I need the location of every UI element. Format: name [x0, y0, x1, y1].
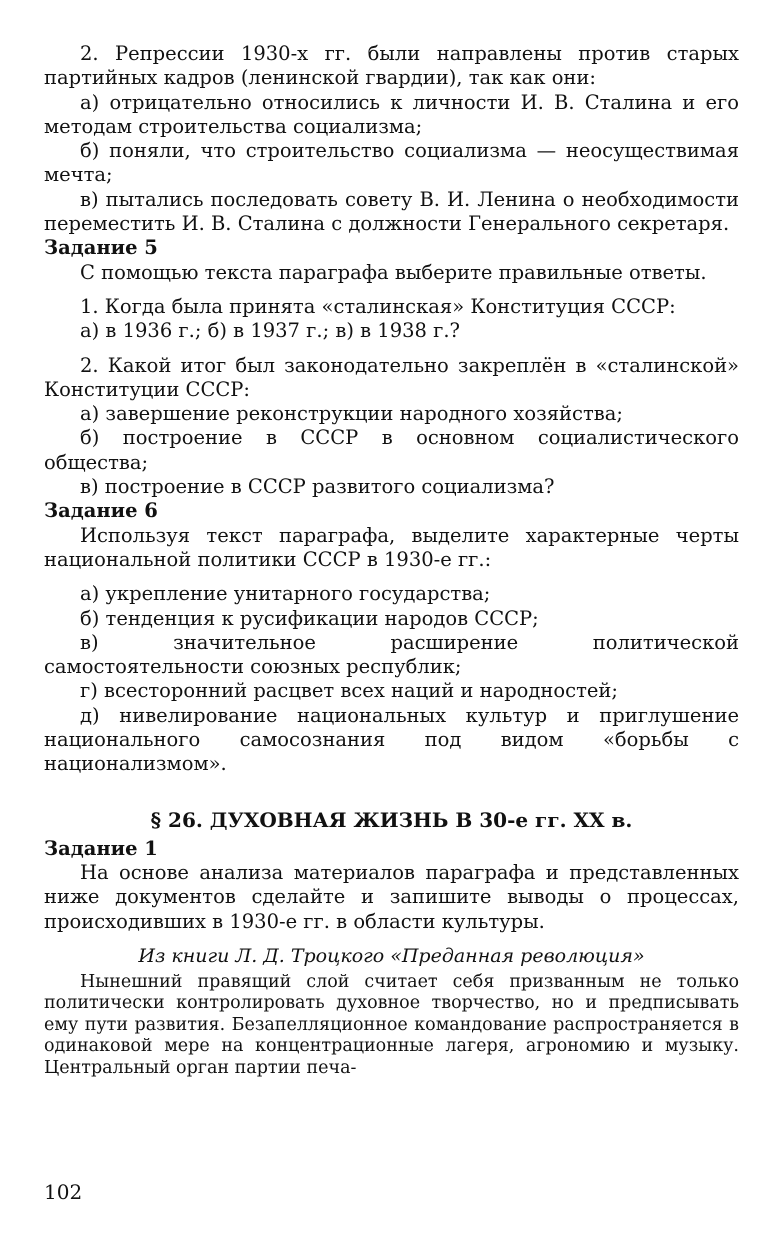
- task5-intro: С помощью текста параграфа выберите правильные ответы.: [80, 260, 707, 284]
- task5-q2-option-b: б) построение в СССР в основном социалистического общества;: [44, 426, 739, 474]
- task5-q1-options: а) в 1936 г.; б) в 1937 г.; в) в 1938 г.?: [80, 319, 461, 343]
- question2-option-b: б) поняли, что строительство социализма — неосуществимая мечта;: [44, 139, 739, 187]
- task5-q2-option-a: а) завершение реконструкции народного хозяйства;: [80, 402, 623, 426]
- task6-option-d: г) всесторонний расцвет всех наций и народностей;: [80, 679, 618, 703]
- task6-intro: Используя текст параграфа, выделите характерные черты национальной политики СССР в 1930-е гг.:: [44, 523, 739, 571]
- question2-stem: 2. Репрессии 1930-х гг. были направлены против старых партийных кадров (ленинской гвардии), так как они:: [44, 42, 739, 90]
- section-task1-title: Задание 1: [44, 836, 158, 860]
- task6-option-e: д) нивелирование национальных культур и приглушение национального самосознания под видом «борьбы с национализмом».: [44, 703, 739, 776]
- task5-q1-stem: 1. Когда была принята «сталинская» Конституция СССР:: [80, 294, 676, 318]
- question2-option-a: а) отрицательно относились к личности И. В. Сталина и его методам строительства социализма;: [44, 90, 739, 138]
- task5-q2-option-c: в) построение в СССР развитого социализма?: [80, 475, 555, 499]
- page-content: [44, 42, 739, 1079]
- task6-option-a: а) укрепление унитарного государства;: [80, 582, 491, 606]
- source-text: Нынешний правящий слой считает себя призванным не только политически контролировать духовное творчество, но и предписывать ему пути развития. Безапелляционное командование распространяется в одинаковой мере на концентрационные лагеря, агрономию и музыку. Центральный орган партии печа-: [44, 971, 739, 1078]
- task6-title: Задание 6: [44, 499, 158, 523]
- section-heading: § 26. ДУХОВНАЯ ЖИЗНЬ В 30-е гг. XX в.: [150, 807, 633, 832]
- section-task1-text: На основе анализа материалов параграфа и представленных ниже документов сделайте и запишите выводы о процессах, происходивших в 1930-е гг. в области культуры.: [44, 860, 739, 933]
- task6-option-b: б) тенденция к русификации народов СССР;: [80, 606, 539, 630]
- task6-option-c: в) значительное расширение политической самостоятельности союзных республик;: [44, 630, 739, 679]
- question2-option-c: в) пытались последовать совету В. И. Ленина о необходимости переместить И. В. Сталина с должности Генерального секретаря.: [44, 187, 739, 236]
- task5-q2-stem: 2. Какой итог был законодательно закреплён в «сталинской» Конституции СССР:: [44, 353, 739, 401]
- task5-title: Задание 5: [44, 236, 158, 260]
- page-number: 102: [44, 1180, 83, 1204]
- source-title: Из книги Л. Д. Троцкого «Преданная революция»: [138, 944, 645, 967]
